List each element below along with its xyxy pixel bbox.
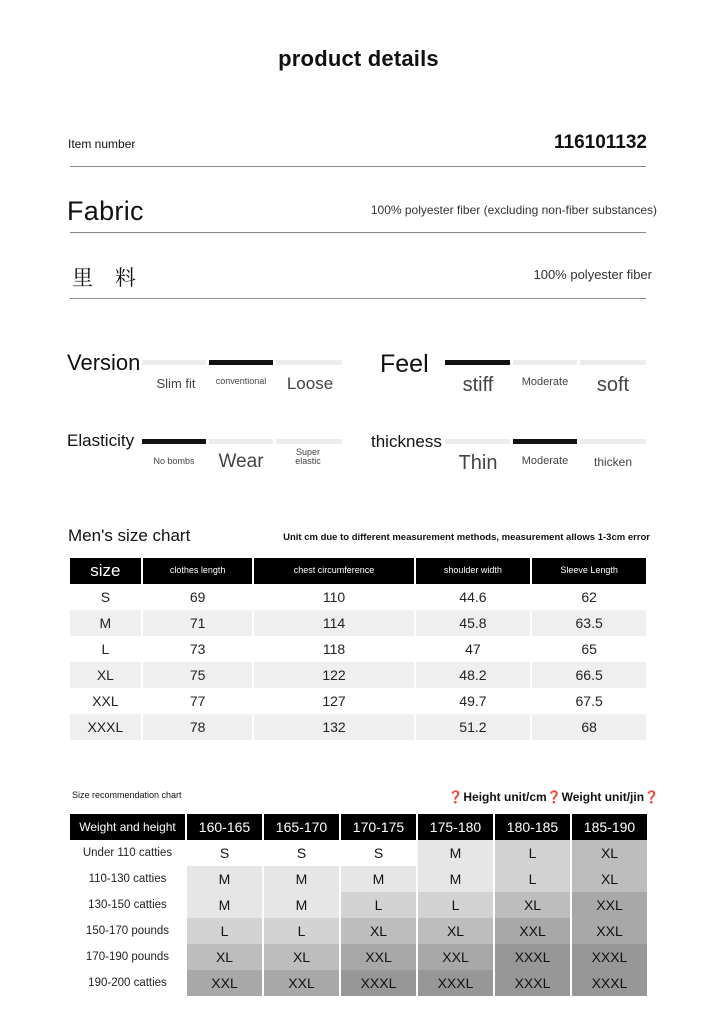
thickness-option-thicken: thicken — [593, 455, 633, 469]
table-cell: XXL — [264, 970, 339, 996]
table-cell: 51.2 — [416, 714, 531, 740]
table-cell: 66.5 — [532, 662, 646, 688]
elasticity-option-wear: Wear — [218, 451, 264, 472]
item-number-label: Item number — [68, 137, 136, 151]
divider — [70, 232, 646, 233]
elasticity-option-no-bombs: No bombs — [153, 456, 195, 466]
table-row — [70, 688, 646, 714]
table-cell: XXXL — [70, 714, 141, 740]
table-cell: L — [341, 892, 416, 918]
table-cell: 132 — [254, 714, 413, 740]
table-cell: L — [418, 892, 493, 918]
table-cell: XXXL — [495, 944, 570, 970]
table-cell: 73 — [189, 641, 206, 657]
chest-header: chest circumference — [254, 558, 413, 584]
weight-label: 130-150 catties — [70, 892, 185, 918]
table-cell: XXL — [572, 892, 647, 918]
table-cell: 49.7 — [459, 693, 487, 709]
table-cell: 45.8 — [416, 610, 531, 636]
table-cell: XXXL — [495, 970, 570, 996]
table-row — [70, 584, 646, 610]
fabric-value: 100% polyester fiber (excluding non-fiber substances) — [370, 203, 657, 217]
table-cell: 114 — [254, 610, 413, 636]
table-row — [70, 866, 647, 892]
feel-segment-2 — [513, 360, 577, 365]
version-option-slim: Slim fit — [156, 376, 196, 391]
table-cell: 67.5 — [575, 693, 603, 709]
table-cell: 68 — [532, 714, 646, 740]
recommendation-title: Size recommendation chart — [72, 790, 182, 800]
divider — [70, 298, 646, 299]
lining-label: 里 料 — [72, 267, 144, 290]
table-cell: L — [264, 918, 339, 944]
elasticity-segment-1 — [142, 439, 206, 444]
table-row — [70, 970, 647, 996]
size-chart-table — [68, 558, 648, 740]
size-chart-title: Men's size chart — [68, 526, 191, 545]
table-cell: XL — [572, 866, 647, 892]
table-cell: XXL — [572, 918, 647, 944]
feel-option-soft: soft — [596, 374, 630, 396]
thickness-option-moderate: Moderate — [521, 455, 569, 467]
item-number-value: 116101132 — [553, 132, 647, 153]
shoulder-header: shoulder width — [416, 558, 531, 584]
table-cell: XL — [264, 944, 339, 970]
table-cell: M — [187, 892, 262, 918]
weight-label: 150-170 pounds — [70, 918, 185, 944]
table-cell: XL — [495, 892, 570, 918]
table-cell: M — [187, 866, 262, 892]
sleeve-header: Sleeve Length — [532, 558, 646, 584]
version-segment-1 — [142, 360, 206, 365]
feel-segment-1 — [445, 360, 510, 365]
recommendation-table — [68, 814, 649, 996]
table-cell: XL — [341, 918, 416, 944]
table-cell: 48.2 — [416, 662, 531, 688]
table-cell: XXXL — [572, 970, 647, 996]
recommendation-units: ❓Height unit/cm❓Weight unit/jin❓ — [448, 790, 659, 804]
table-cell: M — [341, 866, 416, 892]
table-cell: XXL — [341, 944, 416, 970]
table-cell: XXXL — [418, 970, 493, 996]
feel-option-moderate: Moderate — [521, 376, 569, 388]
feel-option-stiff: stiff — [462, 374, 494, 396]
version-label: Version — [67, 350, 141, 375]
table-cell: 62 — [581, 589, 597, 605]
table-cell: 69 — [189, 589, 206, 605]
table-row — [70, 944, 647, 970]
table-cell: XL — [70, 662, 141, 688]
feel-segment-3 — [580, 360, 646, 365]
table-row — [70, 892, 647, 918]
height-header: 165-170 — [264, 814, 339, 840]
table-cell: 75 — [143, 662, 253, 688]
size-chart-note: Unit cm due to different measurement methods, measurement allows 1-3cm error — [283, 532, 650, 543]
length-header: clothes length — [143, 558, 253, 584]
table-cell: 110 — [322, 589, 346, 605]
feel-label: Feel — [380, 350, 429, 378]
height-header: 170-175 — [341, 814, 416, 840]
table-cell: M — [418, 840, 493, 866]
table-cell: XXXL — [341, 970, 416, 996]
divider — [70, 166, 646, 167]
elasticity-segment-3 — [276, 439, 342, 444]
version-option-conventional: conventional — [215, 376, 267, 386]
table-cell: 44.6 — [459, 589, 487, 605]
weight-label: 190-200 catties — [70, 970, 185, 996]
table-cell: XL — [418, 918, 493, 944]
thickness-label: thickness — [371, 432, 442, 451]
table-cell: XXL — [187, 970, 262, 996]
table-cell: M — [70, 610, 141, 636]
fabric-label: Fabric — [67, 196, 144, 226]
table-cell: 63.5 — [532, 610, 646, 636]
table-row — [70, 714, 646, 740]
table-cell: S — [100, 589, 111, 605]
table-cell: L — [187, 918, 262, 944]
height-header: 185-190 — [572, 814, 647, 840]
weight-label: 170-190 pounds — [70, 944, 185, 970]
table-cell: XXL — [495, 918, 570, 944]
table-row — [70, 840, 647, 866]
table-cell: S — [341, 840, 416, 866]
thickness-option-thin: Thin — [458, 452, 498, 474]
table-cell: 77 — [189, 693, 206, 709]
elasticity-option-super-elastic: Super elastic — [295, 447, 321, 467]
version-segment-2 — [209, 360, 273, 365]
table-cell: 78 — [143, 714, 253, 740]
table-row — [70, 636, 646, 662]
table-row — [70, 662, 646, 688]
lining-value: 100% polyester fiber — [533, 267, 652, 282]
table-row — [70, 918, 647, 944]
weight-height-header: Weight and height — [70, 814, 185, 840]
table-cell: 127 — [322, 693, 346, 709]
version-option-loose: Loose — [286, 374, 334, 393]
table-cell: M — [264, 866, 339, 892]
table-row — [70, 610, 646, 636]
table-cell: 47 — [465, 641, 481, 657]
table-cell: L — [101, 641, 110, 657]
table-cell: 65 — [581, 641, 597, 657]
size-header: size — [70, 558, 141, 584]
weight-label: 110-130 catties — [70, 866, 185, 892]
table-cell: XXXL — [572, 944, 647, 970]
version-segment-3 — [276, 360, 342, 365]
table-cell: M — [418, 866, 493, 892]
table-cell: M — [264, 892, 339, 918]
table-cell: S — [264, 840, 339, 866]
table-cell: 71 — [143, 610, 253, 636]
elasticity-label: Elasticity — [67, 431, 135, 450]
table-cell: XL — [187, 944, 262, 970]
table-cell: XL — [572, 840, 647, 866]
table-cell: 122 — [254, 662, 413, 688]
table-cell: XXL — [92, 693, 119, 709]
table-cell: XXL — [418, 944, 493, 970]
table-cell: S — [187, 840, 262, 866]
height-header: 175-180 — [418, 814, 493, 840]
table-cell: 118 — [322, 641, 346, 657]
thickness-segment-1 — [445, 439, 510, 444]
height-header: 180-185 — [495, 814, 570, 840]
height-header: 160-165 — [187, 814, 262, 840]
elasticity-segment-2 — [209, 439, 273, 444]
table-cell: L — [495, 866, 570, 892]
weight-label: Under 110 catties — [70, 840, 185, 866]
thickness-segment-2 — [513, 439, 577, 444]
thickness-segment-3 — [580, 439, 646, 444]
page-title: product details — [278, 46, 439, 71]
table-cell: L — [495, 840, 570, 866]
